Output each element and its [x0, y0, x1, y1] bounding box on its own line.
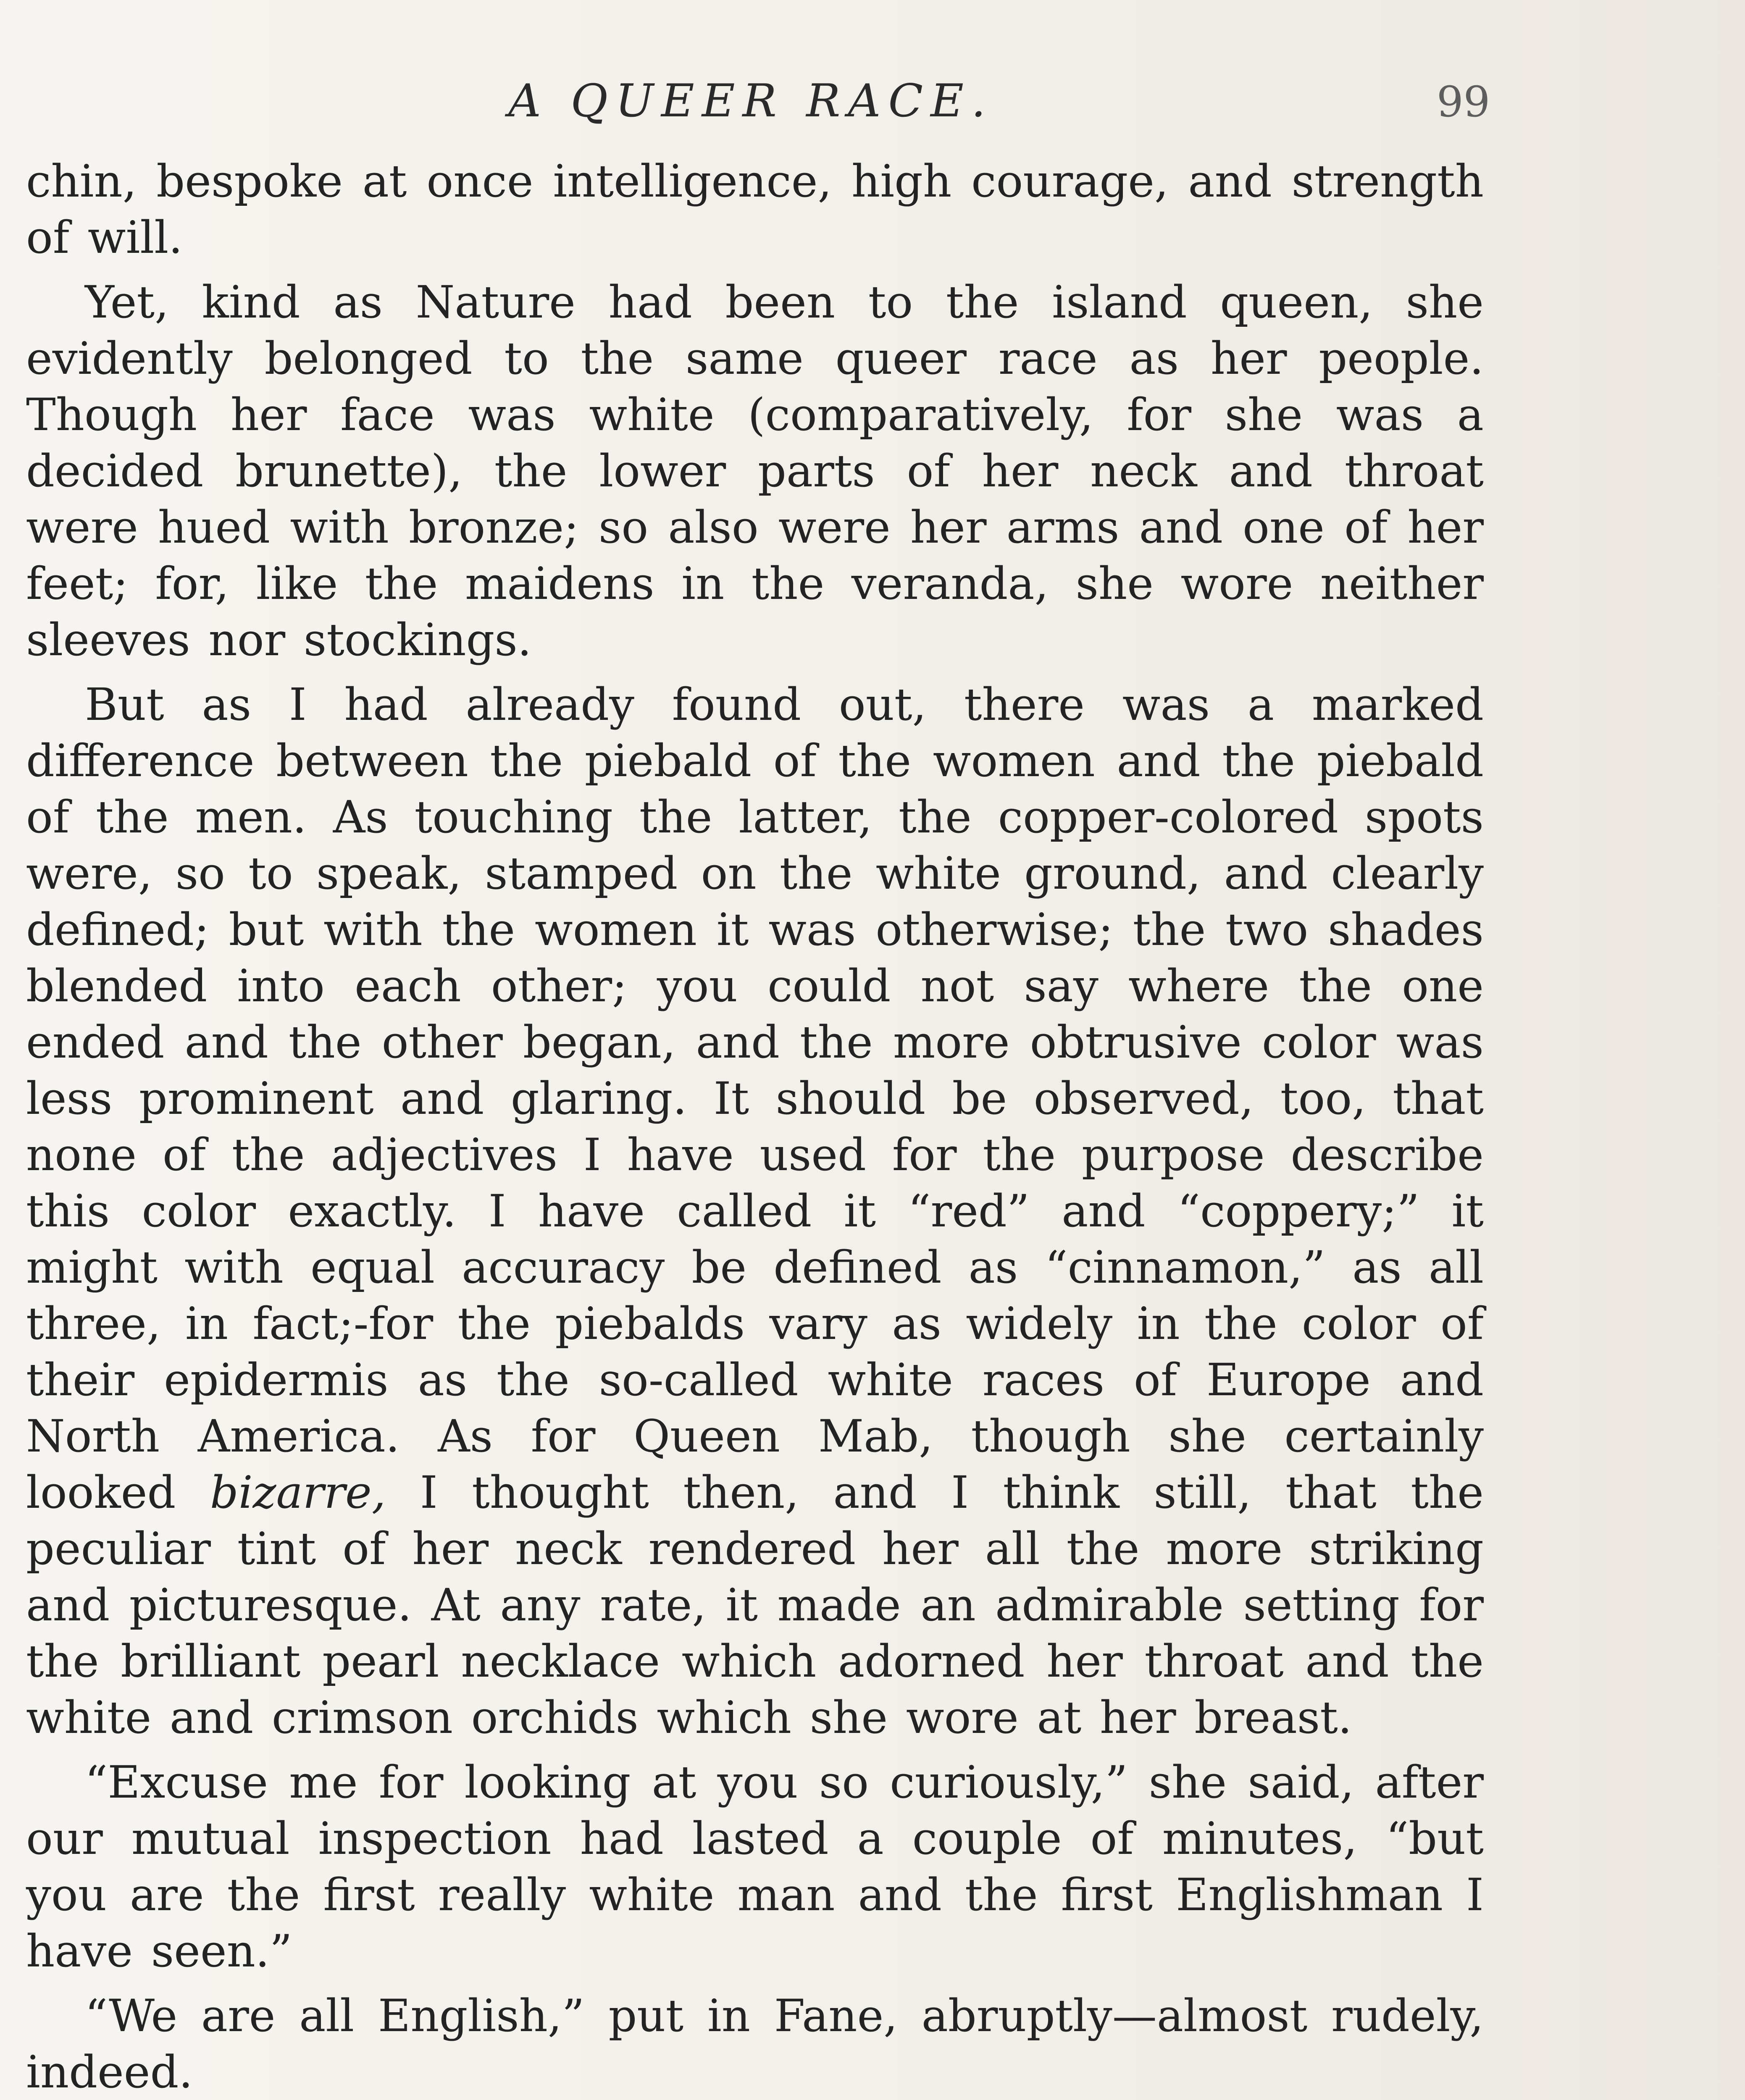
page-number: 99	[1437, 77, 1490, 126]
paragraph-3-text-before: But as I had already found out, there was a marked difference between the piebald of the women and the piebald of the men. As touching the latter, the copper-colored spots were, so to speak, stamped on the white ground, and clearly defined; but with the women it was otherwise; the two shades blended into each other; you could not say where the one ended and the other began, and the more obtrusive color was less prominent and glaring. It should be observed, too, that none of the adjectives I have used for the purpose describe this color exactly. I have called it “red” and “coppery;” it might with equal accuracy be defined as “cinnamon,” as all three, in fact;-for the piebalds vary as widely in the color of their epidermis as the so-called white races of Europe and North America. As for Queen Mab, though she certainly looked	[26, 679, 1484, 1518]
italic-word-bizarre: bizarre,	[210, 1467, 386, 1518]
paragraph-4: “Excuse me for looking at you so curiously,” she said, after our mutual inspection had lasted a couple of minutes, “but you are the first really white man and the first Englishman I have seen.”	[26, 1756, 1484, 1977]
body-text	[26, 153, 1484, 2100]
running-head: A QUEER RACE.	[508, 75, 993, 127]
paragraph-2: Yet, kind as Nature had been to the island queen, she evidently belonged to the same queer race as her people. Though her face was white (comparatively, for she was a decided brunette), the lower parts of her neck and throat were hued with bronze; so also were her arms and one of her feet; for, like the maidens in the veranda, she wore neither sleeves nor stockings.	[26, 276, 1484, 666]
paragraph-3-text-after: I thought then, and I think still, that the peculiar tint of her neck rendered her all the more striking and picturesque. At any rate, it made an admirable setting for the brilliant pearl necklace which adorned her throat and the white and crimson orchids which she wore at her breast.	[26, 1467, 1484, 1743]
paragraph-1: chin, bespoke at once intelligence, high courage, and strength of will.	[26, 155, 1484, 263]
page-header	[0, 67, 1745, 139]
paragraph-3	[26, 677, 1484, 1746]
paragraph-5: “We are all English,” put in Fane, abruptly—almost rudely, indeed.	[26, 1990, 1484, 2098]
